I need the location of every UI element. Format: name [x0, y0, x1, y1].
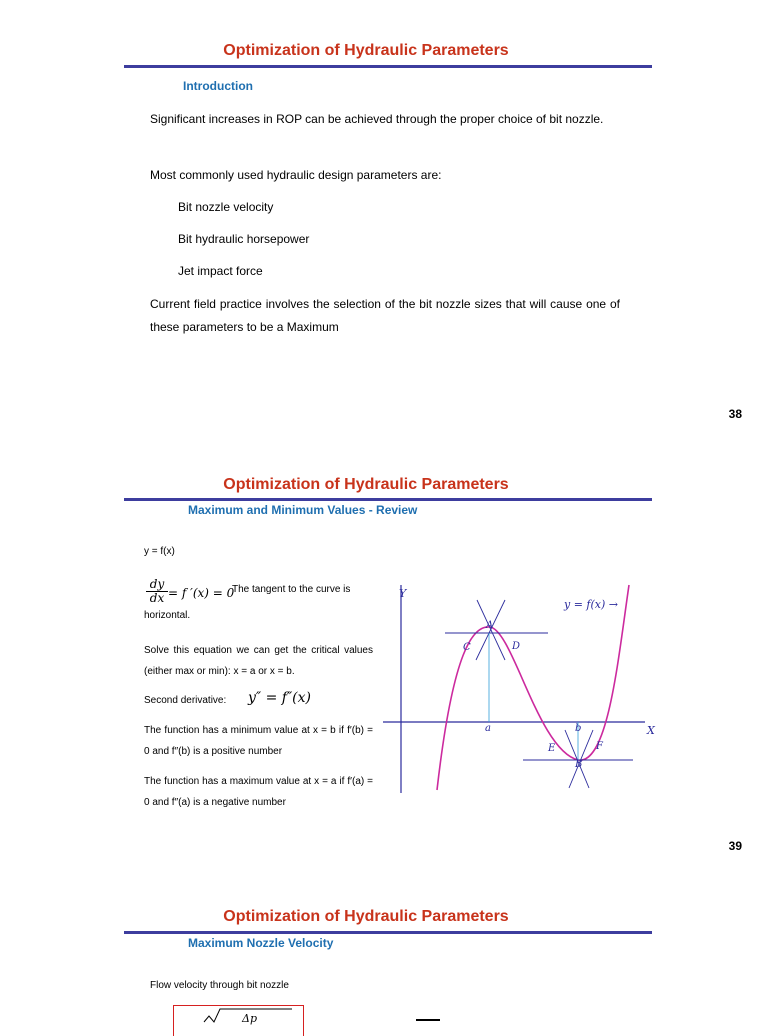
tangent-note: The tangent to the curve is horizontal.	[144, 584, 351, 621]
bullet-hydraulic-horsepower: Bit hydraulic horsepower	[178, 232, 310, 246]
intro-paragraph: Significant increases in ROP can be achieved through the proper choice of bit nozzle.	[150, 112, 604, 126]
slide-title: Optimization of Hydraulic Parameters	[223, 42, 509, 59]
formula-bar	[416, 1019, 440, 1021]
section-subtitle: Maximum Nozzle Velocity	[188, 936, 334, 950]
second-derivative-formula: y″ = f″(x)	[248, 690, 311, 706]
second-derivative-label: Second derivative:	[144, 695, 227, 706]
derivative-equation: = f ′(x) = 0	[168, 586, 235, 600]
derivative-denominator: dx	[146, 591, 168, 605]
bullet-nozzle-velocity: Bit nozzle velocity	[178, 200, 274, 214]
title-rule	[124, 931, 652, 934]
point-c-label: C	[463, 642, 471, 653]
section-subtitle: Maximum and Minimum Values - Review	[188, 503, 418, 517]
field-practice-paragraph: Current field practice involves the selection of the bit nozzle sizes that will cause one of these parameters to be a Maximum	[150, 297, 620, 334]
slide-title: Optimization of Hydraulic Parameters	[223, 908, 509, 925]
critical-values-text: Solve this equation we can get the critical values (either max or min): x = a or x = b.	[144, 645, 373, 677]
maximum-condition: The function has a maximum value at x = a if f′(a) = 0 and f″(a) is a negative number	[144, 776, 373, 808]
sqrt-sign	[174, 1006, 303, 1026]
slide-title: Optimization of Hydraulic Parameters	[223, 476, 509, 493]
point-b-label: B	[575, 759, 583, 770]
point-a-label: A	[486, 620, 494, 631]
page-number: 38	[728, 407, 742, 421]
function-definition: y = f(x)	[144, 546, 175, 557]
page-number: 39	[728, 839, 742, 853]
minimum-condition: The function has a minimum value at x = b if f′(b) = 0 and f″(b) is a positive number	[144, 725, 373, 757]
tick-a-label: a	[485, 723, 491, 734]
bullet-jet-impact-force: Jet impact force	[178, 264, 263, 278]
pressure-drop-symbol: Δp	[242, 1012, 257, 1025]
nozzle-velocity-text: Flow velocity through bit nozzle	[150, 980, 289, 991]
formula-box	[173, 1005, 304, 1036]
parameters-intro: Most commonly used hydraulic design parameters are:	[150, 168, 442, 182]
point-d-label: D	[512, 641, 521, 652]
tick-b-label: b	[575, 723, 582, 734]
y-axis-label: Y	[399, 587, 407, 600]
point-f-label: F	[596, 741, 603, 752]
curve-label: y = f(x) →	[564, 598, 618, 611]
derivative-numerator: dy	[149, 577, 165, 591]
x-axis-label: X	[647, 724, 655, 737]
point-e-label: E	[548, 743, 556, 754]
section-subtitle: Introduction	[183, 79, 253, 93]
